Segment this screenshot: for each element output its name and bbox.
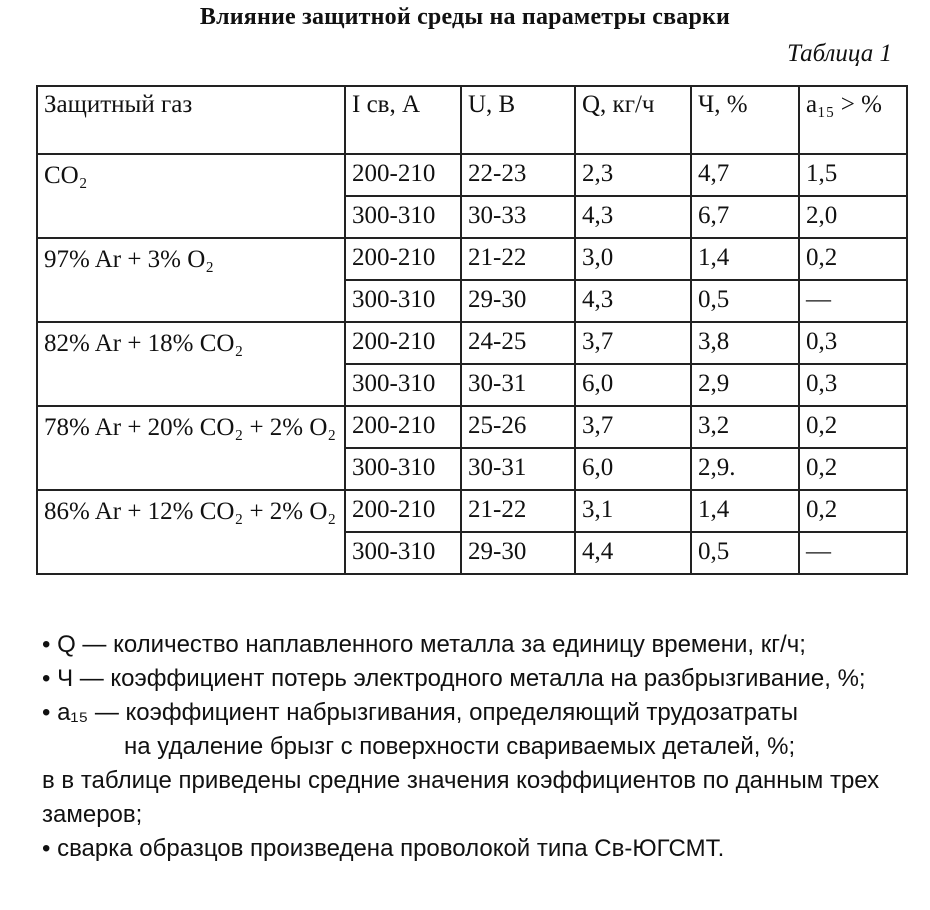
voltage-cell: 21-22	[461, 238, 575, 280]
a15-cell: 0,2	[799, 238, 907, 280]
header-a15: a₁₅ > %	[799, 86, 907, 154]
ch-cell: 0,5	[691, 280, 799, 322]
q-cell: 6,0	[575, 364, 691, 406]
current-cell: 200-210	[345, 322, 461, 364]
gas-cell: 86% Ar + 12% CO₂ + 2% O₂	[37, 490, 345, 574]
note-averages: в в таблице приведены средние значения коэффициентов по данным трех замеров;	[42, 767, 880, 828]
a15-cell: 0,3	[799, 364, 907, 406]
current-cell: 200-210	[345, 154, 461, 196]
header-voltage: U, В	[461, 86, 575, 154]
current-cell: 300-310	[345, 196, 461, 238]
q-cell: 3,7	[575, 406, 691, 448]
table-row	[37, 238, 907, 280]
page-title: Влияние защитной среды на параметры сварки	[199, 4, 731, 30]
header-gas: Защитный газ	[37, 86, 345, 154]
gas-cell: 82% Ar + 18% CO₂	[37, 322, 345, 406]
voltage-cell: 29-30	[461, 280, 575, 322]
ch-cell: 3,2	[691, 406, 799, 448]
table-notes	[42, 628, 922, 866]
current-cell: 300-310	[345, 532, 461, 574]
a15-cell: 1,5	[799, 154, 907, 196]
note-ch: • Ч — коэффициент потерь электродного металла на разбрызгивание, %;	[42, 665, 866, 692]
voltage-cell: 21-22	[461, 490, 575, 532]
header-q: Q, кг/ч	[575, 86, 691, 154]
note-wire: • сварка образцов произведена проволокой типа Св-ЮГСМТ.	[42, 835, 725, 862]
voltage-cell: 30-31	[461, 364, 575, 406]
a15-cell: —	[799, 280, 907, 322]
gas-cell: 78% Ar + 20% CO₂ + 2% O₂	[37, 406, 345, 490]
ch-cell: 3,8	[691, 322, 799, 364]
welding-table	[36, 85, 908, 575]
ch-cell: 1,4	[691, 490, 799, 532]
voltage-cell: 22-23	[461, 154, 575, 196]
current-cell: 200-210	[345, 490, 461, 532]
note-a15-continued: на удаление брызг с поверхности свариваемых деталей, %;	[124, 733, 796, 760]
table-row	[37, 322, 907, 364]
current-cell: 300-310	[345, 280, 461, 322]
voltage-cell: 24-25	[461, 322, 575, 364]
voltage-cell: 29-30	[461, 532, 575, 574]
voltage-cell: 25-26	[461, 406, 575, 448]
a15-cell: 0,2	[799, 406, 907, 448]
q-cell: 3,1	[575, 490, 691, 532]
current-cell: 300-310	[345, 364, 461, 406]
q-cell: 2,3	[575, 154, 691, 196]
gas-cell: CO₂	[37, 154, 345, 238]
ch-cell: 6,7	[691, 196, 799, 238]
q-cell: 4,3	[575, 280, 691, 322]
a15-cell: 0,3	[799, 322, 907, 364]
ch-cell: 2,9.	[691, 448, 799, 490]
ch-cell: 1,4	[691, 238, 799, 280]
a15-cell: 0,2	[799, 448, 907, 490]
note-q: • Q — количество наплавленного металла за единицу времени, кг/ч;	[42, 631, 806, 658]
table-row	[37, 154, 907, 196]
ch-cell: 0,5	[691, 532, 799, 574]
a15-cell: —	[799, 532, 907, 574]
header-ch: Ч, %	[691, 86, 799, 154]
a15-cell: 0,2	[799, 490, 907, 532]
table-row	[37, 406, 907, 448]
voltage-cell: 30-31	[461, 448, 575, 490]
note-a15: • a₁₅ — коэффициент набрызгивания, определяющий трудозатраты	[42, 699, 798, 726]
current-cell: 200-210	[345, 406, 461, 448]
ch-cell: 2,9	[691, 364, 799, 406]
voltage-cell: 30-33	[461, 196, 575, 238]
ch-cell: 4,7	[691, 154, 799, 196]
current-cell: 200-210	[345, 238, 461, 280]
current-cell: 300-310	[345, 448, 461, 490]
header-current: I св, А	[345, 86, 461, 154]
a15-cell: 2,0	[799, 196, 907, 238]
q-cell: 3,0	[575, 238, 691, 280]
table-header-row	[37, 86, 907, 154]
gas-cell: 97% Ar + 3% O₂	[37, 238, 345, 322]
q-cell: 4,4	[575, 532, 691, 574]
q-cell: 3,7	[575, 322, 691, 364]
table-label: Таблица 1	[787, 40, 892, 67]
q-cell: 6,0	[575, 448, 691, 490]
table-row	[37, 490, 907, 532]
q-cell: 4,3	[575, 196, 691, 238]
